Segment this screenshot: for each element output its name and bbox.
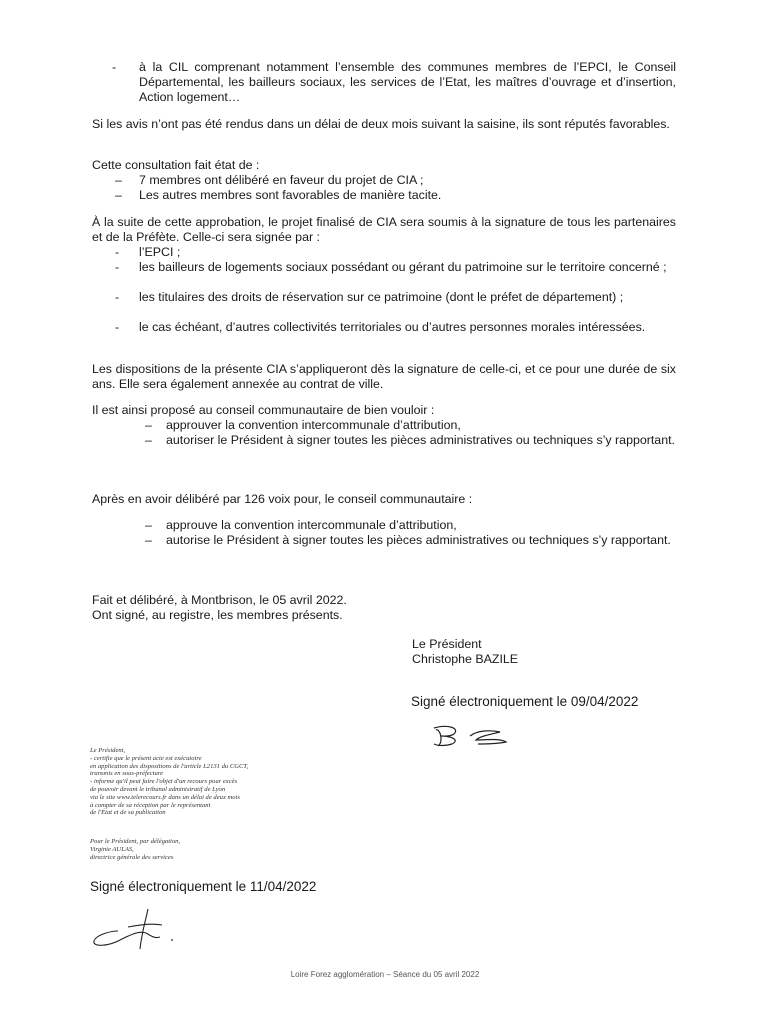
- president-name: Christophe BAZILE: [412, 652, 519, 666]
- delegation-line: directrice générale des services: [90, 853, 174, 861]
- electronic-signature-president: Signé électroniquement le 09/04/2022: [411, 694, 639, 709]
- list-dash: –: [145, 418, 152, 432]
- list-dash: –: [145, 518, 152, 532]
- list-dash: -: [115, 290, 120, 304]
- intro-list-item: à la CIL comprenant notamment l’ensemble des communes membres de l’EPCI, le Conseil Départemental, les bailleurs sociaux, les services de l’Etat, les maîtres d’ouvrage et d’insertion, Action logement…: [139, 60, 676, 105]
- consultation-item: Les autres membres sont favorables de manière tacite.: [139, 188, 442, 202]
- certif-line: via le site www.telerecours.fr dans un délai de deux mois: [90, 793, 240, 801]
- certif-line: - certifie que le présent acte est exécutoire: [90, 754, 202, 762]
- list-dash: -: [115, 320, 120, 334]
- signataire-item: l’EPCI ;: [139, 245, 181, 259]
- paragraph-vote: Après en avoir délibéré par 126 voix pour, le conseil communautaire :: [92, 492, 473, 506]
- delegation-line: Pour le Président, par délégation,: [90, 838, 181, 845]
- certif-line: - informe qu'il peut faire l'objet d'un recours pour excès: [90, 778, 238, 786]
- list-dash: -: [112, 60, 117, 74]
- fait-line: Fait et délibéré, à Montbrison, le 05 avril 2022.: [92, 593, 347, 607]
- certif-line: de pouvoir devant le tribunal administratif de Lyon: [90, 785, 226, 793]
- paragraph-propose: Il est ainsi proposé au conseil communautaire de bien vouloir :: [92, 403, 435, 417]
- certification-block: [90, 747, 248, 817]
- signataire-item: le cas échéant, d’autres collectivités territoriales ou d’autres personnes morales intéressées.: [139, 320, 646, 334]
- decision-item: autorise le Président à signer toutes les pièces administratives ou techniques s’y rapportant.: [166, 533, 671, 547]
- list-dash: –: [145, 433, 152, 447]
- paragraph-consultation: Cette consultation fait état de :: [92, 158, 260, 172]
- list-dash: –: [115, 188, 122, 202]
- decision-item: approuve la convention intercommunale d’attribution,: [166, 518, 457, 532]
- paragraph-avis: Si les avis n’ont pas été rendus dans un délai de deux mois suivant la saisine, ils sont réputés favorables.: [92, 117, 670, 131]
- list-dash: –: [115, 173, 122, 187]
- page-footer: Loire Forez agglomération – Séance du 05 avril 2022: [290, 970, 480, 979]
- electronic-signature-dgs: Signé électroniquement le 11/04/2022: [90, 879, 317, 894]
- paragraph-dispositions: Les dispositions de la présente CIA s’appliqueront dès la signature de celle-ci, et ce pour une durée de six ans. Elle sera également annexée au contrat de ville.: [92, 362, 676, 392]
- president-title: Le Président: [412, 637, 482, 651]
- president-signature-image: [430, 722, 515, 752]
- propose-item: autoriser le Président à signer toutes les pièces administratives ou techniques s’y rapportant.: [166, 433, 675, 447]
- certif-line: Le Président,: [90, 747, 126, 754]
- signed-line: Ont signé, au registre, les membres présents.: [92, 608, 343, 622]
- certif-line: à compter de sa réception par le représentant: [90, 801, 211, 809]
- paragraph-approbation: À la suite de cette approbation, le projet finalisé de CIA sera soumis à la signature de tous les partenaires et de la Préfète. Celle-ci sera signée par :: [92, 215, 676, 245]
- certif-line: de l'État et de sa publication: [90, 809, 166, 817]
- signataire-item: les titulaires des droits de réservation sur ce patrimoine (dont le préfet de département) ;: [139, 290, 624, 304]
- delegation-block: [90, 838, 180, 861]
- list-dash: –: [145, 533, 152, 547]
- consultation-item: 7 membres ont délibéré en faveur du projet de CIA ;: [139, 173, 424, 187]
- certif-line: transmis en sous-préfecture: [90, 770, 164, 778]
- certif-line: en application des dispositions de l'article L2131 du CGCT,: [90, 762, 249, 770]
- list-dash: -: [115, 260, 120, 274]
- delegation-line: Virginie AULAS,: [90, 845, 134, 853]
- list-dash: -: [115, 245, 120, 259]
- dgs-signature-image: [88, 905, 188, 955]
- signataire-item: les bailleurs de logements sociaux possédant ou gérant du patrimoine sur le territoire concerné ;: [139, 260, 667, 274]
- propose-item: approuver la convention intercommunale d’attribution,: [166, 418, 461, 432]
